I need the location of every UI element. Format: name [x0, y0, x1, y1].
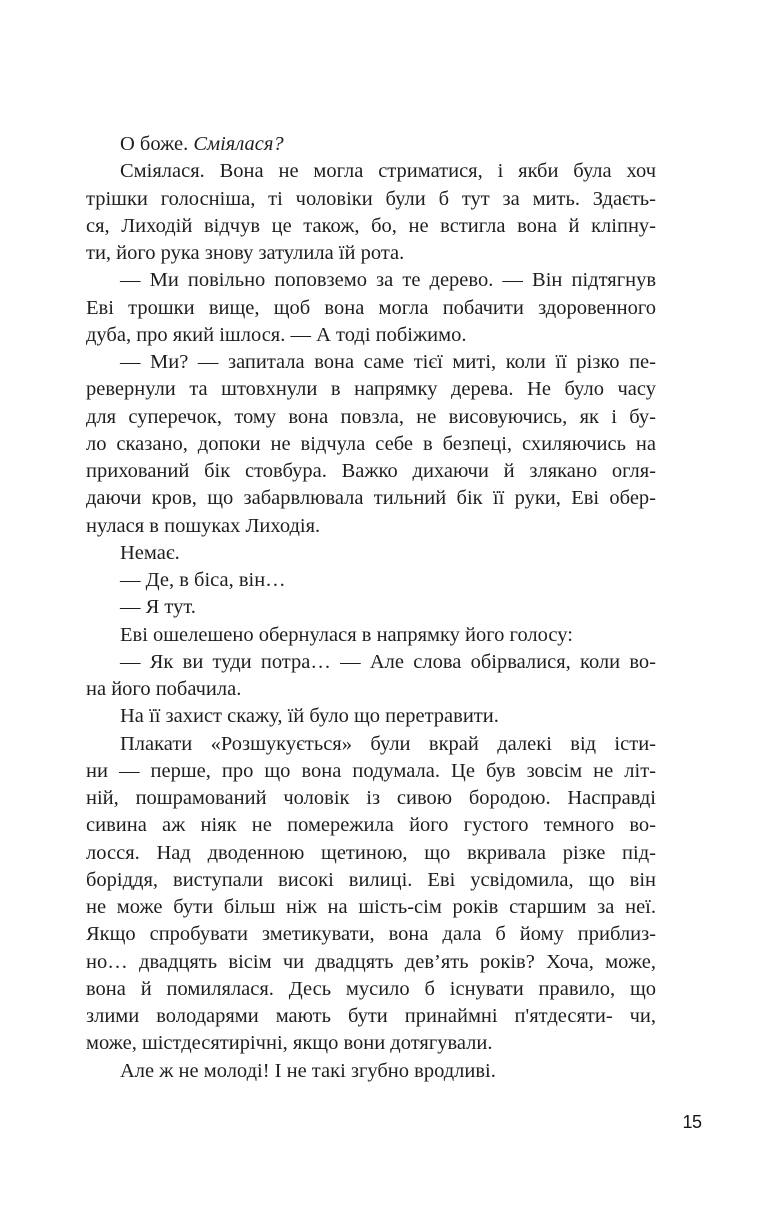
- text-line: злими володарями мають бути принаймні п'ятдесяти- чи,: [86, 1005, 656, 1027]
- paragraph: [86, 1058, 656, 1085]
- text-line: ти, його рука знову затулила їй рота.: [86, 242, 405, 264]
- text-line: Сміялася. Вона не могла стриматися, і якби була хоч: [120, 160, 656, 183]
- text-line: — Ми повільно поповземо за те дерево. — Він підтягнув: [120, 269, 656, 292]
- paragraph: [86, 703, 656, 730]
- page-text: [86, 131, 656, 1085]
- text-line: — Я тут.: [120, 596, 196, 619]
- text-line: Немає.: [120, 541, 180, 564]
- paragraph: [86, 349, 656, 540]
- text-line: Але ж не молоді! І не такі згубно вродливі.: [120, 1059, 496, 1082]
- text-line: Плакати «Розшукується» були вкрай далекі від істи-: [120, 732, 656, 755]
- text-line: Еві ошелешено обернулася в напрямку його голосу:: [120, 623, 573, 646]
- paragraph: [86, 540, 656, 567]
- paragraph: [86, 594, 656, 621]
- text-line: но… двадцять вісім чи двадцять дев’ять років? Хоча, може,: [86, 950, 656, 973]
- text-line: дуба, про який ішлося. — А тоді побіжимо.: [86, 323, 467, 346]
- text-line: — Як ви туди потра… — Але слова обірвалися, коли во-: [120, 650, 656, 673]
- text-line: лосся. Над дводенною щетиною, що вкривала різке під-: [86, 841, 656, 864]
- text-line: може, шістдесятирічні, якщо вони дотягували.: [86, 1032, 493, 1055]
- text-line: боріддя, виступали високі вилиці. Еві усвідомила, що він: [86, 868, 656, 891]
- paragraph: [86, 622, 656, 649]
- text-line: На її захист скажу, їй було що перетравити.: [120, 705, 499, 728]
- paragraph: [86, 567, 656, 594]
- text-line: прихований бік стовбура. Важко дихаючи й злякано огля-: [86, 460, 656, 482]
- text-line: на його побачила.: [86, 678, 242, 700]
- text-line: ло сказано, допоки не відчула себе в безпеці, схиляючись на: [86, 432, 656, 455]
- paragraph: [86, 158, 656, 267]
- paragraph: [86, 731, 656, 1058]
- text-line: ревернули та штовхнули в напрямку дерева. Не було часу: [86, 378, 656, 401]
- text-line: Еві трошки вище, щоб вона могла побачити здоровенного: [86, 296, 656, 319]
- paragraph: [86, 649, 656, 704]
- paragraph: [86, 131, 656, 158]
- text-line: не може бути більш ніж на шість-сім років старшим за неї.: [86, 896, 656, 918]
- text-line: нулася в пошуках Лиходія.: [86, 514, 321, 537]
- text-line: даючи кров, що забарвлювала тильний бік її руки, Еві обер-: [86, 487, 656, 510]
- text-line: для суперечок, тому вона повзла, не висовуючись, як і бу-: [86, 405, 656, 428]
- text-line: трішки голосніша, ті чоловіки були б тут за мить. Здаєть-: [86, 187, 656, 210]
- text-line: ся, Лиходій відчув це також, бо, не встигла вона й кліпну-: [86, 214, 656, 237]
- text-line: ній, пошрамований чоловік із сивою бородою. Насправді: [86, 787, 656, 809]
- text-line: ни — перше, про що вона подумала. Це був зовсім не літ-: [86, 759, 656, 782]
- text-line: вона й помилялася. Десь мусило б існувати правило, що: [86, 977, 656, 1000]
- text-line: — Де, в біса, він…: [120, 569, 286, 591]
- text-line: сивина аж ніяк не помережила його густого темного во-: [86, 814, 656, 837]
- text-line: О боже. Сміялася?: [120, 133, 284, 155]
- paragraph: [86, 267, 656, 349]
- page-number: 15: [682, 1112, 702, 1132]
- text-line: Якщо спробувати зметикувати, вона дала б йому приблиз-: [86, 923, 656, 946]
- text-line: — Ми? — запитала вона саме тієї миті, коли її різко пе-: [120, 351, 656, 373]
